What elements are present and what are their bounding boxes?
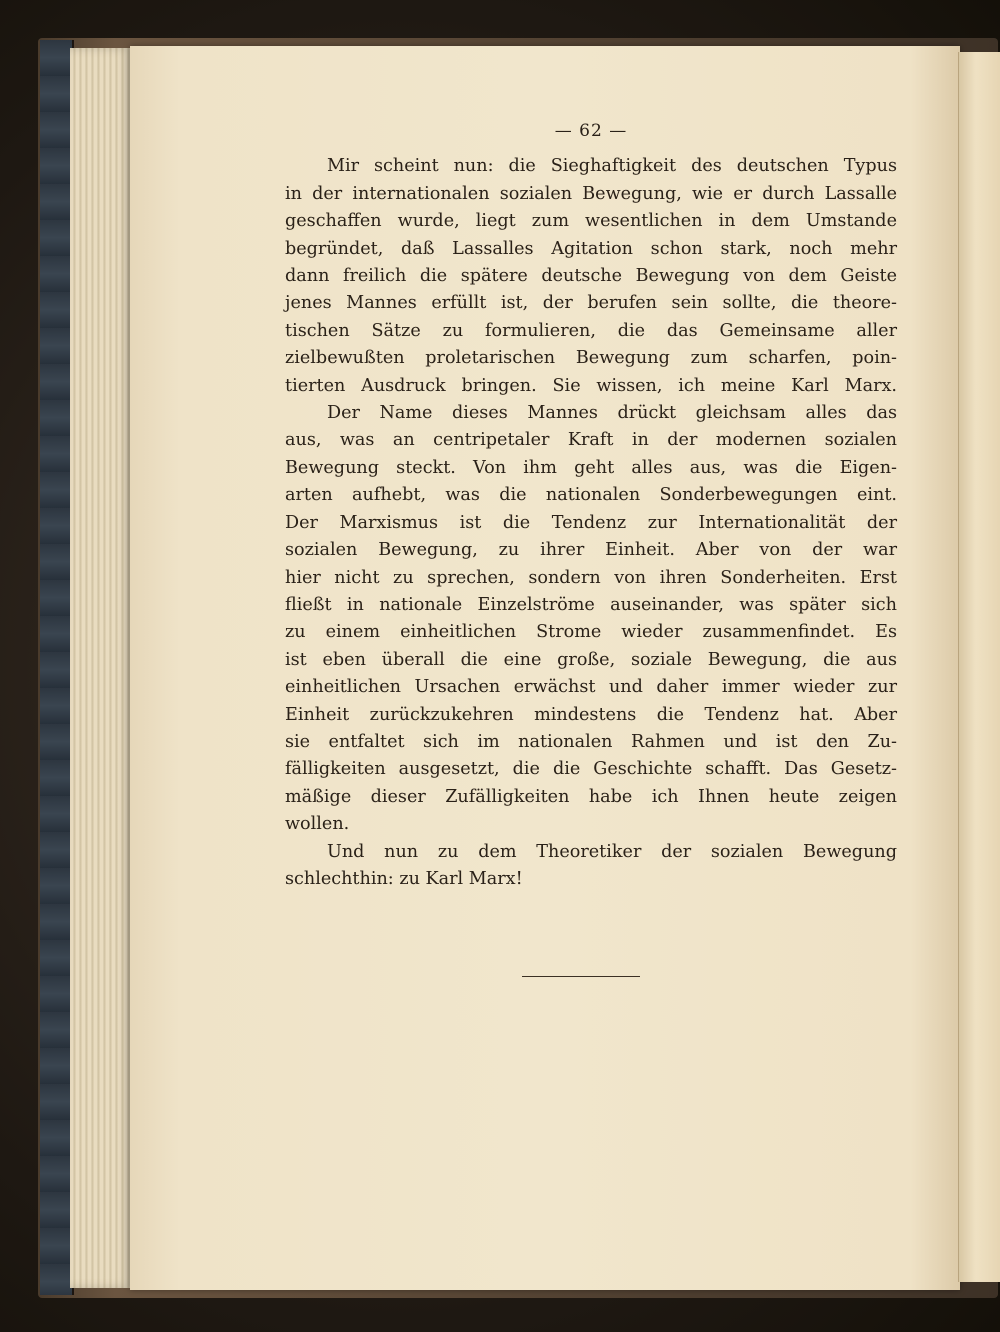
text-line: sozialen Bewegung, zu ihrer Einheit. Aber von der war <box>285 540 897 561</box>
text-line: aus, was an centripetaler Kraft in der modernen sozialen <box>285 430 897 451</box>
text-line: wollen. <box>285 814 350 835</box>
text-line: jenes Mannes erfüllt ist, der berufen sein sollte, die theore- <box>285 293 897 314</box>
book-spine <box>40 40 74 1295</box>
text-line: arten aufhebt, was die nationalen Sonderbewegungen eint. <box>285 485 897 506</box>
section-end-rule <box>522 976 640 977</box>
text-line: begründet, daß Lassalles Agitation schon stark, noch mehr <box>285 238 897 259</box>
text-line: mäßige dieser Zufälligkeiten habe ich Ihnen heute zeigen <box>285 786 897 807</box>
text-line: Und nun zu dem Theoretiker der sozialen Bewegung <box>327 841 897 862</box>
text-line: geschaffen wurde, liegt zum wesentlichen in dem Umstande <box>285 211 897 232</box>
text-line: fließt in nationale Einzelströme auseinander, was später sich <box>285 594 897 615</box>
text-line: Der Name dieses Mannes drückt gleichsam alles das <box>327 403 897 424</box>
text-line: Mir scheint nun: die Sieghaftigkeit des deutschen Typus <box>327 156 897 177</box>
text-line: fälligkeiten ausgesetzt, die die Geschichte schafft. Das Gesetz- <box>285 759 897 780</box>
paragraph-lines <box>285 153 897 893</box>
page-text <box>285 118 897 893</box>
text-line: in der internationalen sozialen Bewegung, wie er durch Lassalle <box>285 183 897 204</box>
page-stack-edge <box>70 48 132 1288</box>
text-line: zu einem einheitlichen Strome wieder zusammenfindet. Es <box>285 622 897 643</box>
text-line: tischen Sätze zu formulieren, die das Gemeinsame aller <box>285 320 897 341</box>
text-line: tierten Ausdruck bringen. Sie wissen, ich meine Karl Marx. <box>285 375 897 396</box>
text-line: sie entfaltet sich im nationalen Rahmen und ist den Zu- <box>285 731 897 752</box>
text-line: Bewegung steckt. Von ihm geht alles aus, was die Eigen- <box>285 457 897 478</box>
text-line: dann freilich die spätere deutsche Bewegung von dem Geiste <box>285 266 897 287</box>
page-number: — 62 — <box>554 121 628 141</box>
text-line: Der Marxismus ist die Tendenz zur Internationalität der <box>285 512 897 533</box>
text-line: einheitlichen Ursachen erwächst und daher immer wieder zur <box>285 677 897 698</box>
facing-page-edge <box>958 52 1000 1282</box>
text-line: Einheit zurückzukehren mindestens die Tendenz hat. Aber <box>285 704 897 725</box>
text-line: ist eben überall die eine große, soziale Bewegung, die aus <box>285 649 897 670</box>
text-line: zielbewußten proletarischen Bewegung zum scharfen, poin- <box>285 348 897 369</box>
text-line: schlechthin: zu Karl Marx! <box>285 868 523 889</box>
text-line: hier nicht zu sprechen, sondern von ihren Sonderheiten. Erst <box>285 567 897 588</box>
